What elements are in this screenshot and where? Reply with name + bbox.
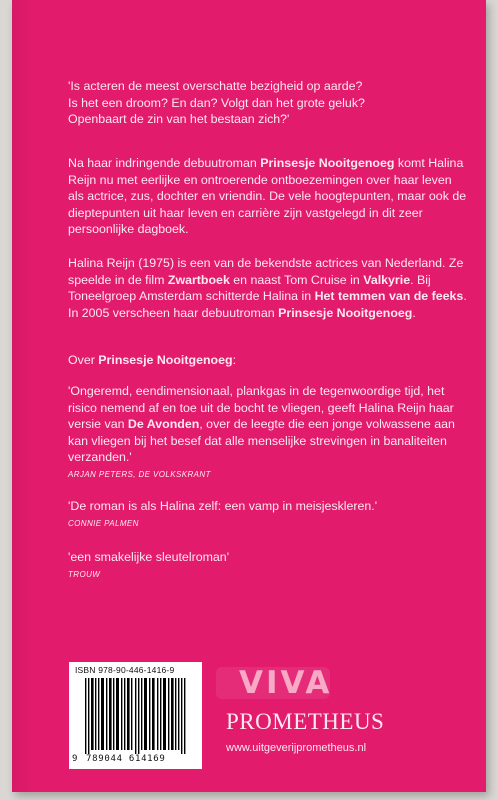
book-title: Prinsesje Nooitgenoeg xyxy=(278,305,413,320)
description-paragraph: Na haar indringende debuutroman Prinsesje Nooitgenoeg komt Halina Reijn nu met eerlijke en ontroerende ontboezemingen over haar leven als actrice, zus, dochter en vriendin. De vele hoogtepunten, maar ook de dieptepunten uit haar leven en carrière zijn vastgelegd in dit zeer persoonlijke dagboek. xyxy=(68,156,467,236)
review-quote: 'Ongeremd, eendimensionaal, plankgas in de tegenwoordige tijd, het risico nemend af en toe uit de bocht te vliegen, geeft Halina Reijn haar versie van De Avonden, over de leegte die een jonge volwassene aan kan vliegen bij het besef dat alle menselijke strevingen in banaliteiten verzanden.' ARJAN PETERS, DE VOLKSKRANT xyxy=(68,383,468,480)
author-bio-paragraph: Halina Reijn (1975) is een van de bekendste actrices van Nederland. Ze speelde in de film Zwartboek en naast Tom Cruise in Valkyrie. Bij Toneelgroep Amsterdam schitterde Halina in Het temmen van de feeks. In 2005 verscheen haar debuutroman Prinsesje Nooitgenoeg. xyxy=(68,256,467,320)
book-title: De Avonden xyxy=(127,417,200,431)
film-title: Valkyrie xyxy=(363,272,411,287)
publisher-url: www.uitgeverijprometheus.nl xyxy=(226,742,367,754)
review-source: ARJAN PETERS, DE VOLKSKRANT xyxy=(68,469,211,479)
barcode-digit: 9 xyxy=(72,754,78,764)
viva-logo: VIVA xyxy=(239,665,333,701)
play-title: Het temmen van de feeks xyxy=(314,289,464,303)
spine-shadow xyxy=(12,0,34,792)
isbn-label: ISBN 978-90-446-1416-9 xyxy=(75,665,175,675)
quote-line: 'Is acteren de meest overschatte bezigheid op aarde? xyxy=(68,79,363,93)
review-source: CONNIE PALMEN xyxy=(68,518,139,528)
film-title: Zwartboek xyxy=(167,272,230,287)
quote-line: Openbaart de zin van het bestaan zich?' xyxy=(68,112,290,126)
barcode-digits: 789044 614169 xyxy=(86,754,166,764)
barcode-bars xyxy=(85,678,189,754)
barcode xyxy=(69,662,202,769)
book-title: Prinsesje Nooitgenoeg xyxy=(260,156,395,170)
review-quote: 'een smakelijke sleutelroman' TROUW xyxy=(68,549,468,580)
opening-quote xyxy=(68,78,468,128)
publisher-logo: PROMETHEUS xyxy=(226,709,385,734)
quote-line: Is het een droom? En dan? Volgt dan het grote geluk? xyxy=(68,95,365,110)
review-source: TROUW xyxy=(68,569,101,579)
review-quote: 'De roman is als Halina zelf: een vamp in meisjeskleren.' CONNIE PALMEN xyxy=(68,498,468,529)
reviews-heading: Over Prinsesje Nooitgenoeg: xyxy=(68,353,237,367)
